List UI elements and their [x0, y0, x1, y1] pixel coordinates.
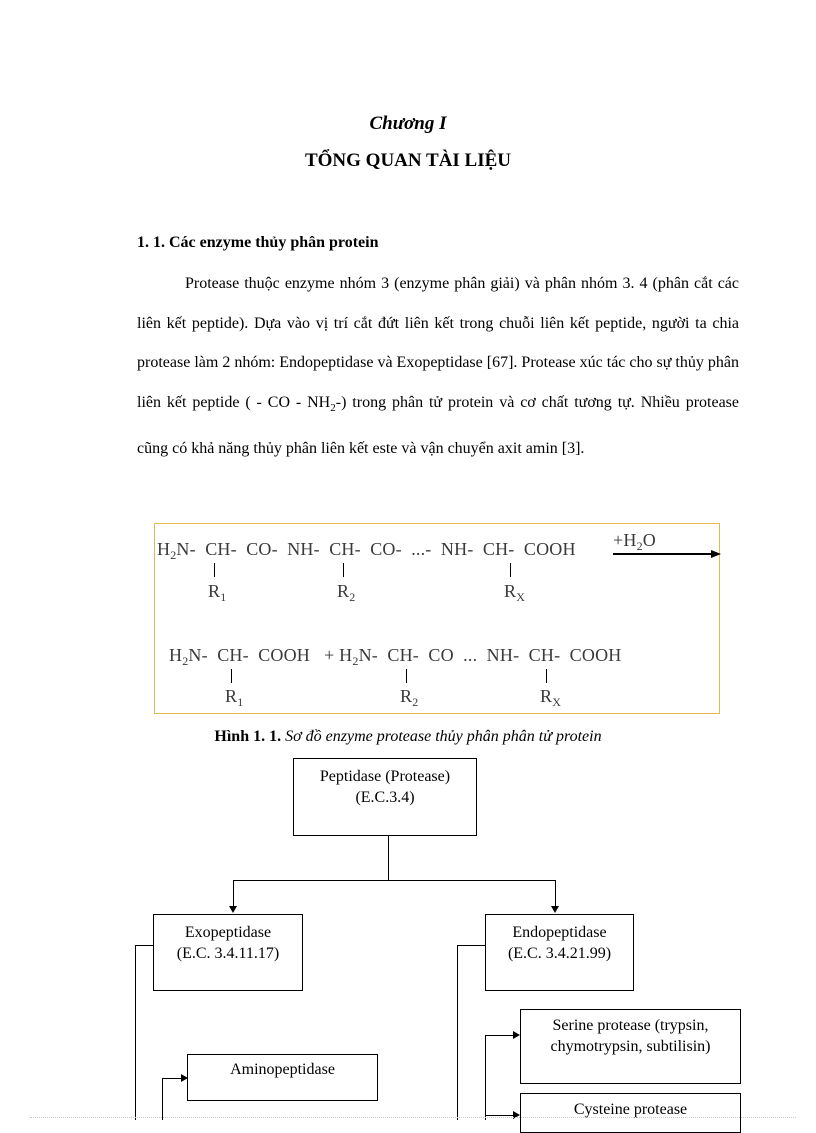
chapter-title: TỔNG QUAN TÀI LIỆU: [304, 150, 512, 171]
cysteine-connector: [485, 1115, 514, 1116]
node-serine-line2: chymotrypsin, subtilisin): [550, 1038, 711, 1055]
connector-exo: [233, 880, 234, 907]
r1-label: $R_1$: [208, 581, 227, 604]
exo-bracket-vertical: [135, 945, 136, 1120]
node-peptidase-ec: (E.C.3.4): [355, 789, 415, 806]
node-peptidase: [293, 758, 477, 836]
bond-r1-b: [231, 669, 232, 683]
water-label: $+H_2O$: [613, 530, 656, 553]
node-exopeptidase-ec: (E.C. 3.4.11.17): [176, 945, 280, 962]
endo-sub-connector: [485, 1035, 486, 1120]
page-edge-divider: [30, 1117, 796, 1118]
serine-connector: [485, 1035, 514, 1036]
amino-connector-vertical: [162, 1078, 163, 1120]
node-serine-line1: Serine protease (trypsin,: [552, 1017, 709, 1034]
arrow-exo: [229, 906, 237, 913]
figure-caption: [0, 728, 816, 746]
section-heading: 1. 1. Các enzyme thủy phân protein: [137, 234, 379, 251]
rx-label-b: $R_X$: [540, 686, 562, 709]
node-peptidase-name: Peptidase (Protease): [319, 768, 451, 785]
reaction-row-1: $H_2N-$ CH- CO- NH- CH- CO- ...- NH- CH- COOH: [157, 539, 576, 562]
reaction-arrow-shaft: [613, 553, 713, 555]
body-paragraph: [137, 264, 739, 468]
rx-label: $R_X$: [504, 581, 526, 604]
bond-r2-b: [406, 669, 407, 683]
exo-bracket-top: [135, 945, 153, 946]
endo-bracket-vertical: [457, 945, 458, 1120]
node-exopeptidase: [153, 914, 303, 991]
paragraph-subscript: 2: [330, 401, 336, 414]
bond-rx-b: [546, 669, 547, 683]
r2-label: $R_2$: [337, 581, 356, 604]
amino-connector-horizontal: [162, 1078, 182, 1079]
reaction-row-2: $H_2N-$ CH- COOH + $H_2N-$ CH- CO ... NH- CH- COOH: [169, 645, 622, 668]
node-endopeptidase: [485, 914, 634, 991]
node-serine-protease: [520, 1009, 741, 1084]
connector-root-down: [388, 836, 389, 881]
paragraph-text-2: -) trong phân tử protein và cơ chất tương tự. Nhiều protease cũng có khả năng thủy phân liên kết este và vận chuyển axit amin [3].: [137, 393, 740, 457]
node-aminopeptidase: Aminopeptidase: [187, 1054, 378, 1101]
paragraph-text-1: Protease thuộc enzyme nhóm 3 (enzyme phân giải) và phân nhóm 3. 4 (phân cắt các liên kết peptide). Dựa vào vị trí cắt đứt liên kết trong chuỗi liên kết peptide, người ta chia protease làm 2 nhóm: Endopeptidase và Exopeptidase [67]. Protease xúc tác cho sự thủy phân liên kết peptide ( - CO - NH: [137, 275, 739, 411]
arrow-serine: [513, 1031, 520, 1039]
node-endopeptidase-ec: (E.C. 3.4.21.99): [507, 945, 612, 962]
r2-label-b: $R_2$: [400, 686, 419, 709]
node-exopeptidase-name: Exopeptidase: [184, 924, 272, 941]
bond-rx: [510, 563, 511, 577]
r1-label-b: $R_1$: [225, 686, 244, 709]
connector-branch: [233, 880, 556, 881]
bond-r1: [214, 563, 215, 577]
connector-endo: [555, 880, 556, 907]
arrow-endo: [551, 906, 559, 913]
chapter-heading: Chương I: [369, 113, 447, 134]
node-cysteine-protease: Cysteine protease: [520, 1093, 741, 1133]
reaction-figure: [154, 523, 720, 714]
caption-label: Hình 1. 1.: [214, 728, 282, 745]
caption-text: Sơ đồ enzyme protease thủy phân phân tử protein: [285, 728, 602, 745]
reaction-arrow-head: [711, 550, 721, 558]
node-endopeptidase-name: Endopeptidase: [512, 924, 607, 941]
endo-bracket-top: [457, 945, 485, 946]
bond-r2: [343, 563, 344, 577]
